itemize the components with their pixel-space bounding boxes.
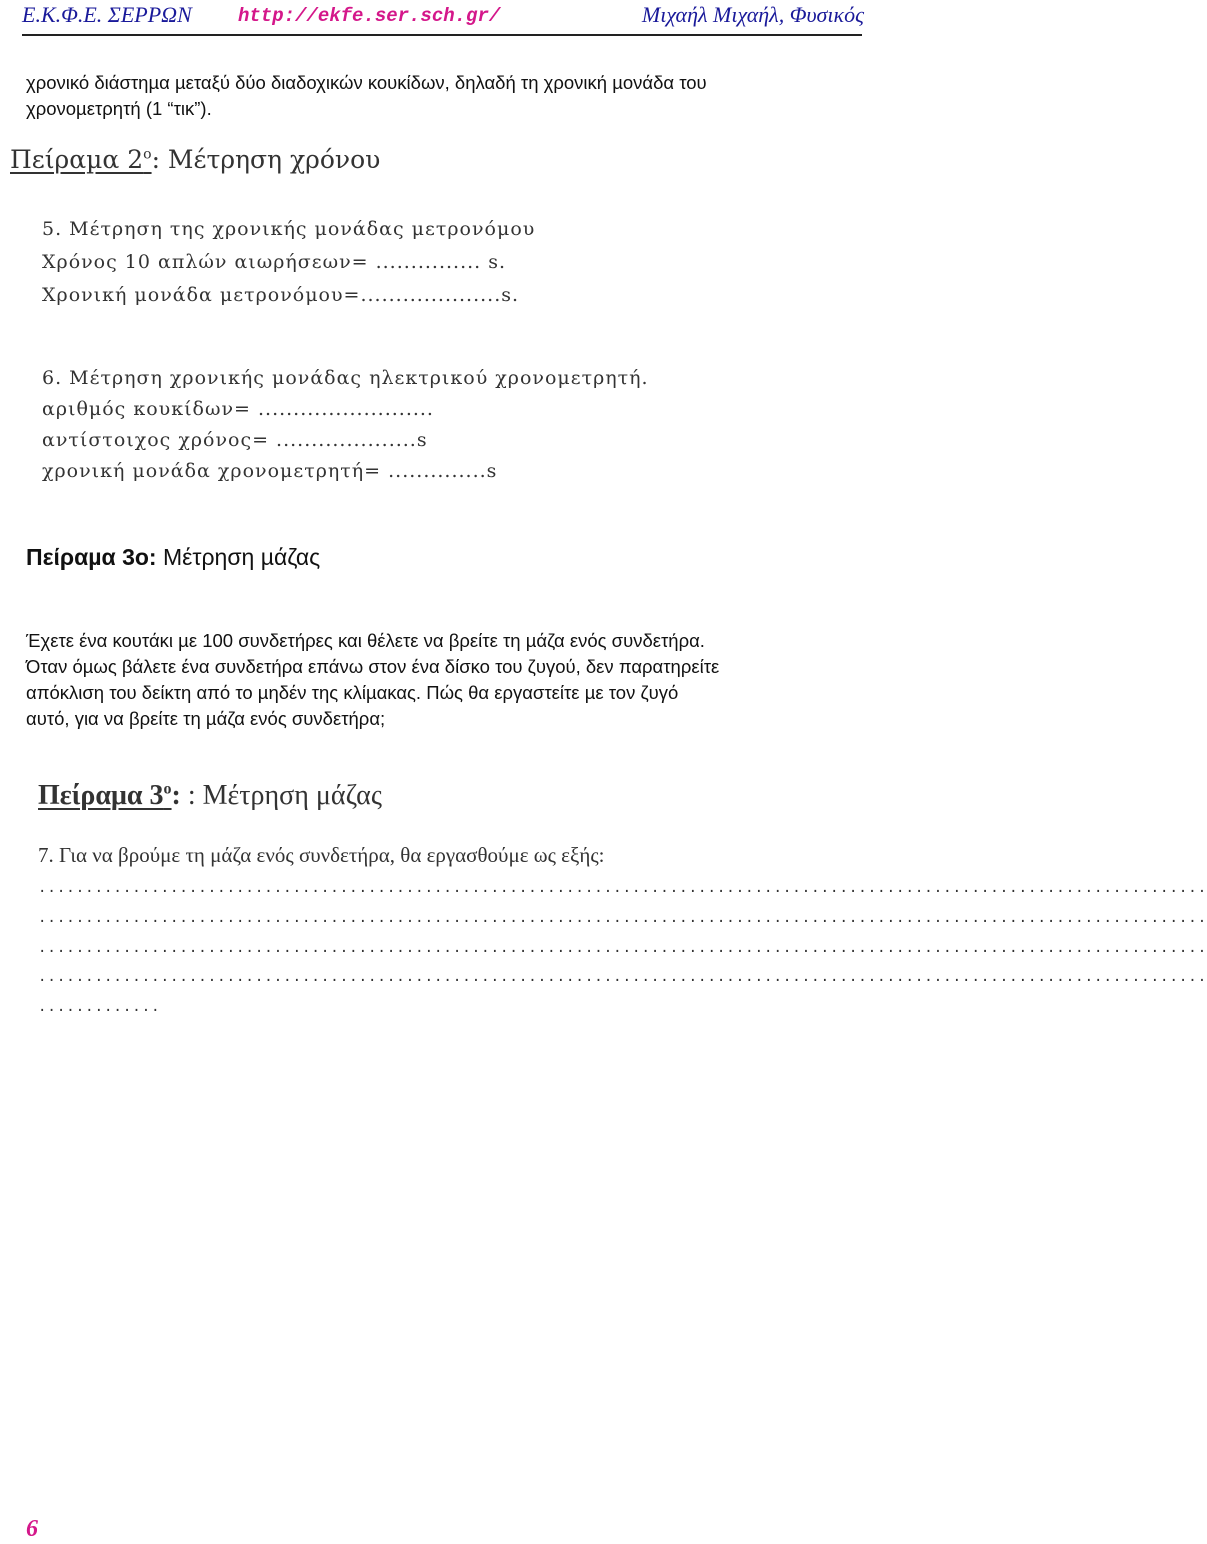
exp2-title-sup: ο xyxy=(143,146,152,163)
exp3-sheet-title: Πείραμα $3^o$: : Μέτρηση μάζας xyxy=(38,780,382,811)
header-url[interactable]: http://ekfe.ser.sch.gr/ xyxy=(238,5,501,27)
item5-line: Χρόνος 10 απλών αιωρήσεων= ............... s. xyxy=(42,251,507,273)
exp3-title-rest: Μέτρηση µάζας xyxy=(156,544,321,570)
intro-line: χρονικό διάστηµα µεταξύ δύο διαδοχικών κουκίδων, δηλαδή τη χρονική µονάδα του xyxy=(26,72,707,93)
exp3-sheet-title-num: Πείραμα 3 xyxy=(38,780,164,811)
exp3-line: αυτό, για να βρείτε τη µάζα ενός συνδετήρα; xyxy=(26,708,386,729)
answer-dots-line: ............................................................................................................................ xyxy=(38,940,1207,956)
exp3-item7: 7. Για να βρούμε τη μάζα ενός συνδετήρα, θα εργασθούμε ως εξής: xyxy=(38,843,605,867)
item6-line: αριθμός κουκίδων= ......................... xyxy=(42,398,434,420)
answer-dots-line: ............................................................................................................................ xyxy=(38,880,1207,896)
page-number: 6 xyxy=(26,1516,38,1542)
exp2-title xyxy=(10,145,380,174)
exp3-paragraph xyxy=(26,628,866,732)
answer-dots-line: ............. xyxy=(38,999,161,1015)
item5-heading: 5. Μέτρηση της χρονικής μονάδας μετρονόμου xyxy=(42,218,536,240)
exp3-title-bold: Πείραµα 3ο: xyxy=(26,544,157,570)
header-author: Μιχαήλ Μιχαήλ, Φυσικός xyxy=(641,2,864,27)
intro-line: χρονοµετρητή (1 “τικ”). xyxy=(26,98,212,119)
exp2-item6 xyxy=(42,363,649,487)
exp3-sheet-title-rest: : Μέτρηση μάζας xyxy=(187,780,382,811)
item6-line: χρονική μονάδα χρονομετρητή= ..............s xyxy=(42,460,498,482)
exp3-line: Έχετε ένα κουτάκι µε 100 συνδετήρες και θέλετε να βρείτε τη µάζα ενός συνδετήρα. xyxy=(26,630,705,651)
exp2-item5 xyxy=(42,213,535,312)
item6-line: αντίστοιχος χρόνος= ....................s xyxy=(42,429,428,451)
exp3-line: Όταν όµως βάλετε ένα συνδετήρα επάνω στον ένα δίσκο του ζυγού, δεν παρατηρείτε xyxy=(26,656,720,677)
exp3-sheet-title-sup: ο xyxy=(163,780,172,798)
intro-paragraph xyxy=(26,70,866,122)
item6-heading: 6. Μέτρηση χρονικής μονάδας ηλεκτρικού χρονομετρητή. xyxy=(42,367,649,389)
exp3-line: απόκλιση του δείκτη από το µηδέν της κλίµακας. Πώς θα εργαστείτε µε τον ζυγό xyxy=(26,682,679,703)
answer-dots-line: ............................................................................................................................ xyxy=(38,969,1207,985)
header-divider xyxy=(22,34,862,36)
exp2-title-rest: : Μέτρηση χρόνου xyxy=(151,145,381,174)
exp2-title-num: Πείραµα 2 xyxy=(10,145,144,174)
item5-line: Χρονική μονάδα μετρονόμου=....................s. xyxy=(42,284,520,306)
answer-dots-line: ............................................................................................................................ xyxy=(38,910,1207,926)
header-org: Ε.Κ.Φ.Ε. ΣΕΡΡΩΝ xyxy=(22,2,192,27)
exp3-section-title xyxy=(26,544,320,571)
